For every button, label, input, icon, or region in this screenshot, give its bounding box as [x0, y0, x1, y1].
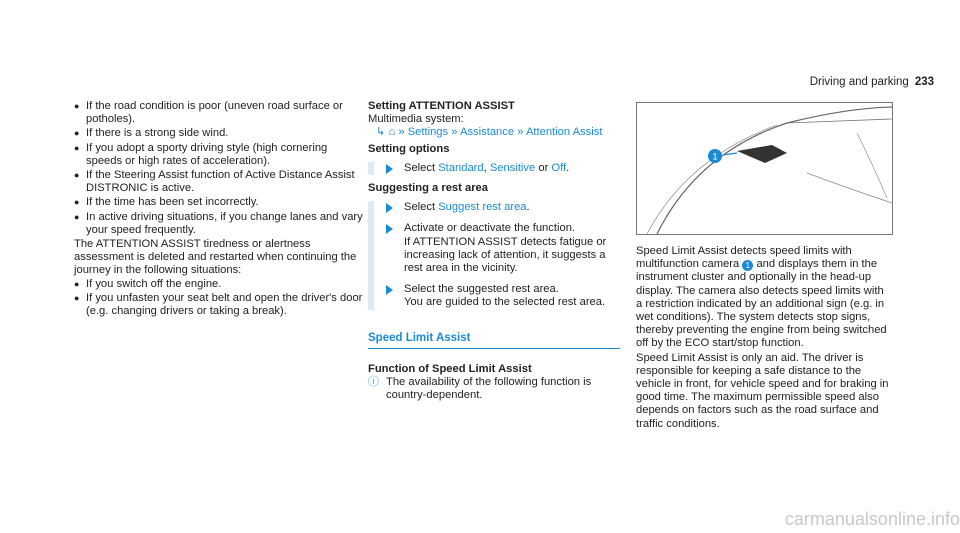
option-standard[interactable]: Standard: [438, 161, 484, 174]
windshield-drawing: [637, 103, 892, 234]
section-heading: Speed Limit Assist: [368, 332, 620, 349]
list-item: ● If there is a strong side wind.: [74, 127, 229, 140]
bullet-icon: ●: [74, 211, 80, 222]
return-arrow-icon: ↳: [376, 126, 386, 139]
step-arrow-icon: [386, 285, 393, 295]
suggest-rest-area-link[interactable]: Suggest rest area: [438, 201, 527, 214]
step: Select Standard, Sensitive or Off.: [386, 162, 620, 175]
step: Activate or deactivate the function. If ATTENTION ASSIST detects fatigue or increasing lack of attention, it suggests a rest area in the vicinity.: [386, 222, 620, 275]
suggest-heading: Suggesting a rest area: [368, 182, 488, 195]
column-3: [636, 245, 892, 431]
body-paragraph: Speed Limit Assist detects speed limits with multifunction camera 1 and displays them in the instrument cluster and optionally in the head-up display. The camera also detects speed limits with a restriction indicated by an additional sign (e.g. in wet conditions). The system detects stop signs, thereby preventing the engine from being switched off by the ECO start/stop function.: [636, 245, 887, 350]
step: Select the suggested rest area. You are guided to the selected rest area.: [386, 283, 620, 309]
list-item: ● In active driving situations, if you change lanes and vary your speed frequently.: [74, 210, 363, 236]
list-item: ● If the time has been set incorrectly.: [74, 196, 259, 209]
double-chevron-icon: »: [398, 126, 405, 139]
list-item: ● If you adopt a sporty driving style (high cornering speeds or high rates of acceleration).: [74, 141, 328, 167]
bullet-icon: ●: [74, 170, 80, 181]
menu-attention-assist[interactable]: Attention Assist: [525, 126, 603, 139]
bullet-icon: ●: [74, 292, 80, 303]
callout-1-badge: 1: [742, 260, 753, 271]
step-arrow-icon: [386, 164, 393, 174]
option-off[interactable]: Off: [551, 161, 567, 174]
menu-settings[interactable]: Settings: [407, 126, 449, 139]
system-line: Multimedia system:: [368, 113, 464, 126]
menu-assistance[interactable]: Assistance: [459, 126, 515, 139]
page-header: [810, 76, 934, 89]
body-paragraph: The ATTENTION ASSIST tiredness or alertness assessment is deleted and restarted when continuing the journey in the following situations:: [74, 238, 357, 277]
function-heading: Function of Speed Limit Assist: [368, 362, 532, 375]
note: ⓘ The availability of the following function is country-dependent.: [368, 376, 592, 402]
step-group: [368, 162, 620, 175]
page-number: 233: [914, 76, 934, 88]
double-chevron-icon: »: [451, 126, 458, 139]
body-paragraph: Speed Limit Assist is only an aid. The driver is responsible for keeping a safe distance to the vehicle in front, for vehicle speed and for braking in good time. The maximum permissible speed also depends on factors such as the road surface and traffic conditions.: [636, 351, 889, 430]
step-group: [368, 201, 620, 309]
svg-text:1: 1: [712, 151, 718, 162]
menu-path: [368, 126, 620, 139]
list-item: ● If you unfasten your seat belt and open the driver's door (e.g. changing drivers or taking a break).: [74, 291, 363, 318]
setting-heading: Setting ATTENTION ASSIST: [368, 100, 515, 112]
camera-illustration: [636, 102, 893, 235]
home-icon: ⌂: [388, 126, 396, 139]
double-chevron-icon: »: [517, 126, 524, 139]
options-heading: Setting options: [368, 142, 450, 155]
list-item: ● If the road condition is poor (uneven road surface or potholes).: [74, 100, 343, 126]
step-arrow-icon: [386, 224, 393, 234]
bullet-icon: ●: [74, 128, 80, 139]
column-1: [74, 100, 364, 319]
watermark: carmanualsonline.info: [784, 509, 960, 529]
column-2: [368, 100, 620, 402]
bullet-icon: ●: [74, 101, 80, 111]
step-arrow-icon: [386, 203, 393, 213]
bullet-icon: ●: [74, 278, 80, 289]
bullet-icon: ●: [74, 142, 80, 153]
option-sensitive[interactable]: Sensitive: [489, 161, 536, 174]
bullet-icon: ●: [74, 197, 80, 208]
list-item: ● If the Steering Assist function of Active Distance Assist DISTRONIC is active.: [74, 169, 355, 195]
info-icon: ⓘ: [368, 376, 379, 389]
section-title: Driving and parking: [809, 76, 909, 88]
step: Select Suggest rest area.: [386, 201, 620, 214]
list-item: ● If you switch off the engine.: [74, 277, 222, 290]
